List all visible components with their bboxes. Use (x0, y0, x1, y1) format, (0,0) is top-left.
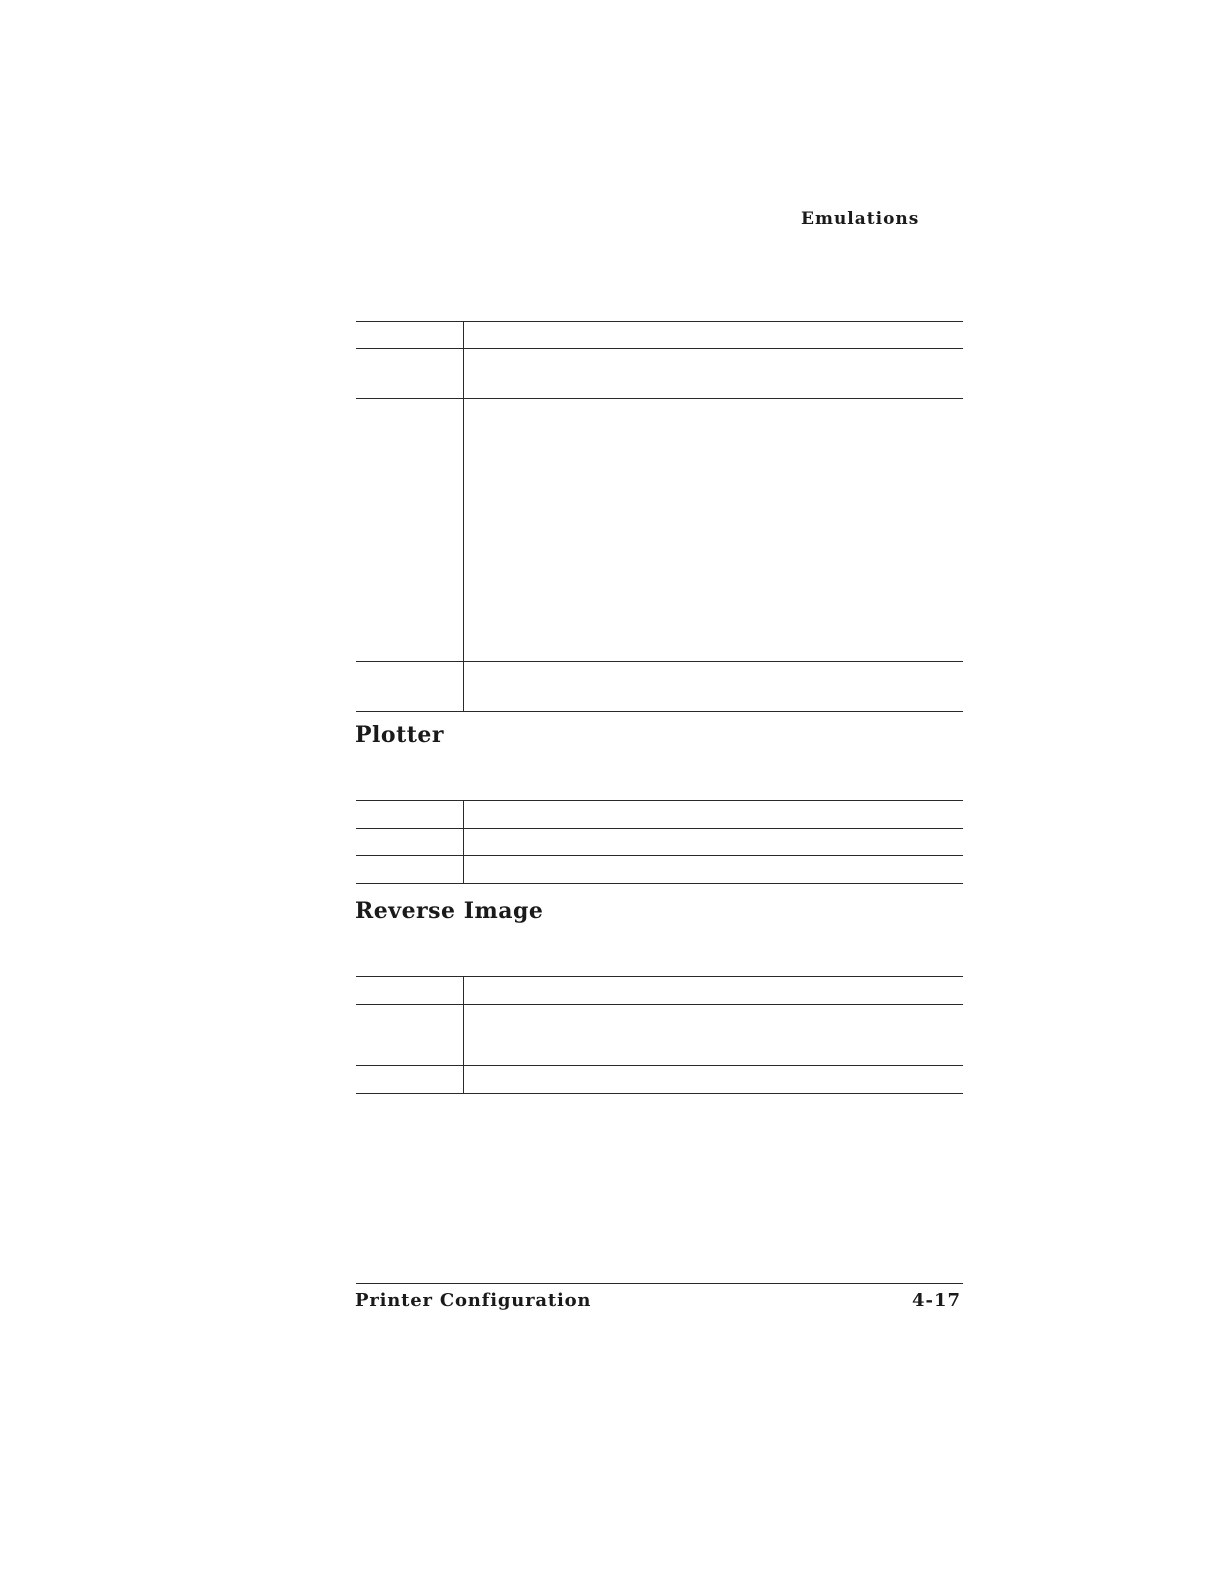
table-rule (356, 800, 963, 801)
table-rule (356, 883, 963, 884)
table-rule (356, 348, 963, 349)
table-rule (356, 1093, 963, 1094)
table-rule (356, 711, 963, 712)
table-column-divider (463, 800, 464, 883)
table-column-divider (463, 321, 464, 711)
section-heading-plotter: Plotter (355, 722, 444, 748)
table-column-divider (463, 976, 464, 1093)
table-rule (356, 828, 963, 829)
running-head: Emulations (801, 209, 920, 229)
table-rule (356, 1004, 963, 1005)
footer-chapter-title: Printer Configuration (355, 1290, 592, 1311)
section-heading-reverse-image: Reverse Image (355, 898, 544, 924)
table-rule (356, 976, 963, 977)
table-rule (356, 321, 963, 322)
table-rule (356, 398, 963, 399)
table-rule (356, 661, 963, 662)
table-rule (356, 855, 963, 856)
footer-rule (356, 1283, 963, 1284)
table-rule (356, 1065, 963, 1066)
footer-page-number: 4-17 (911, 1290, 961, 1311)
